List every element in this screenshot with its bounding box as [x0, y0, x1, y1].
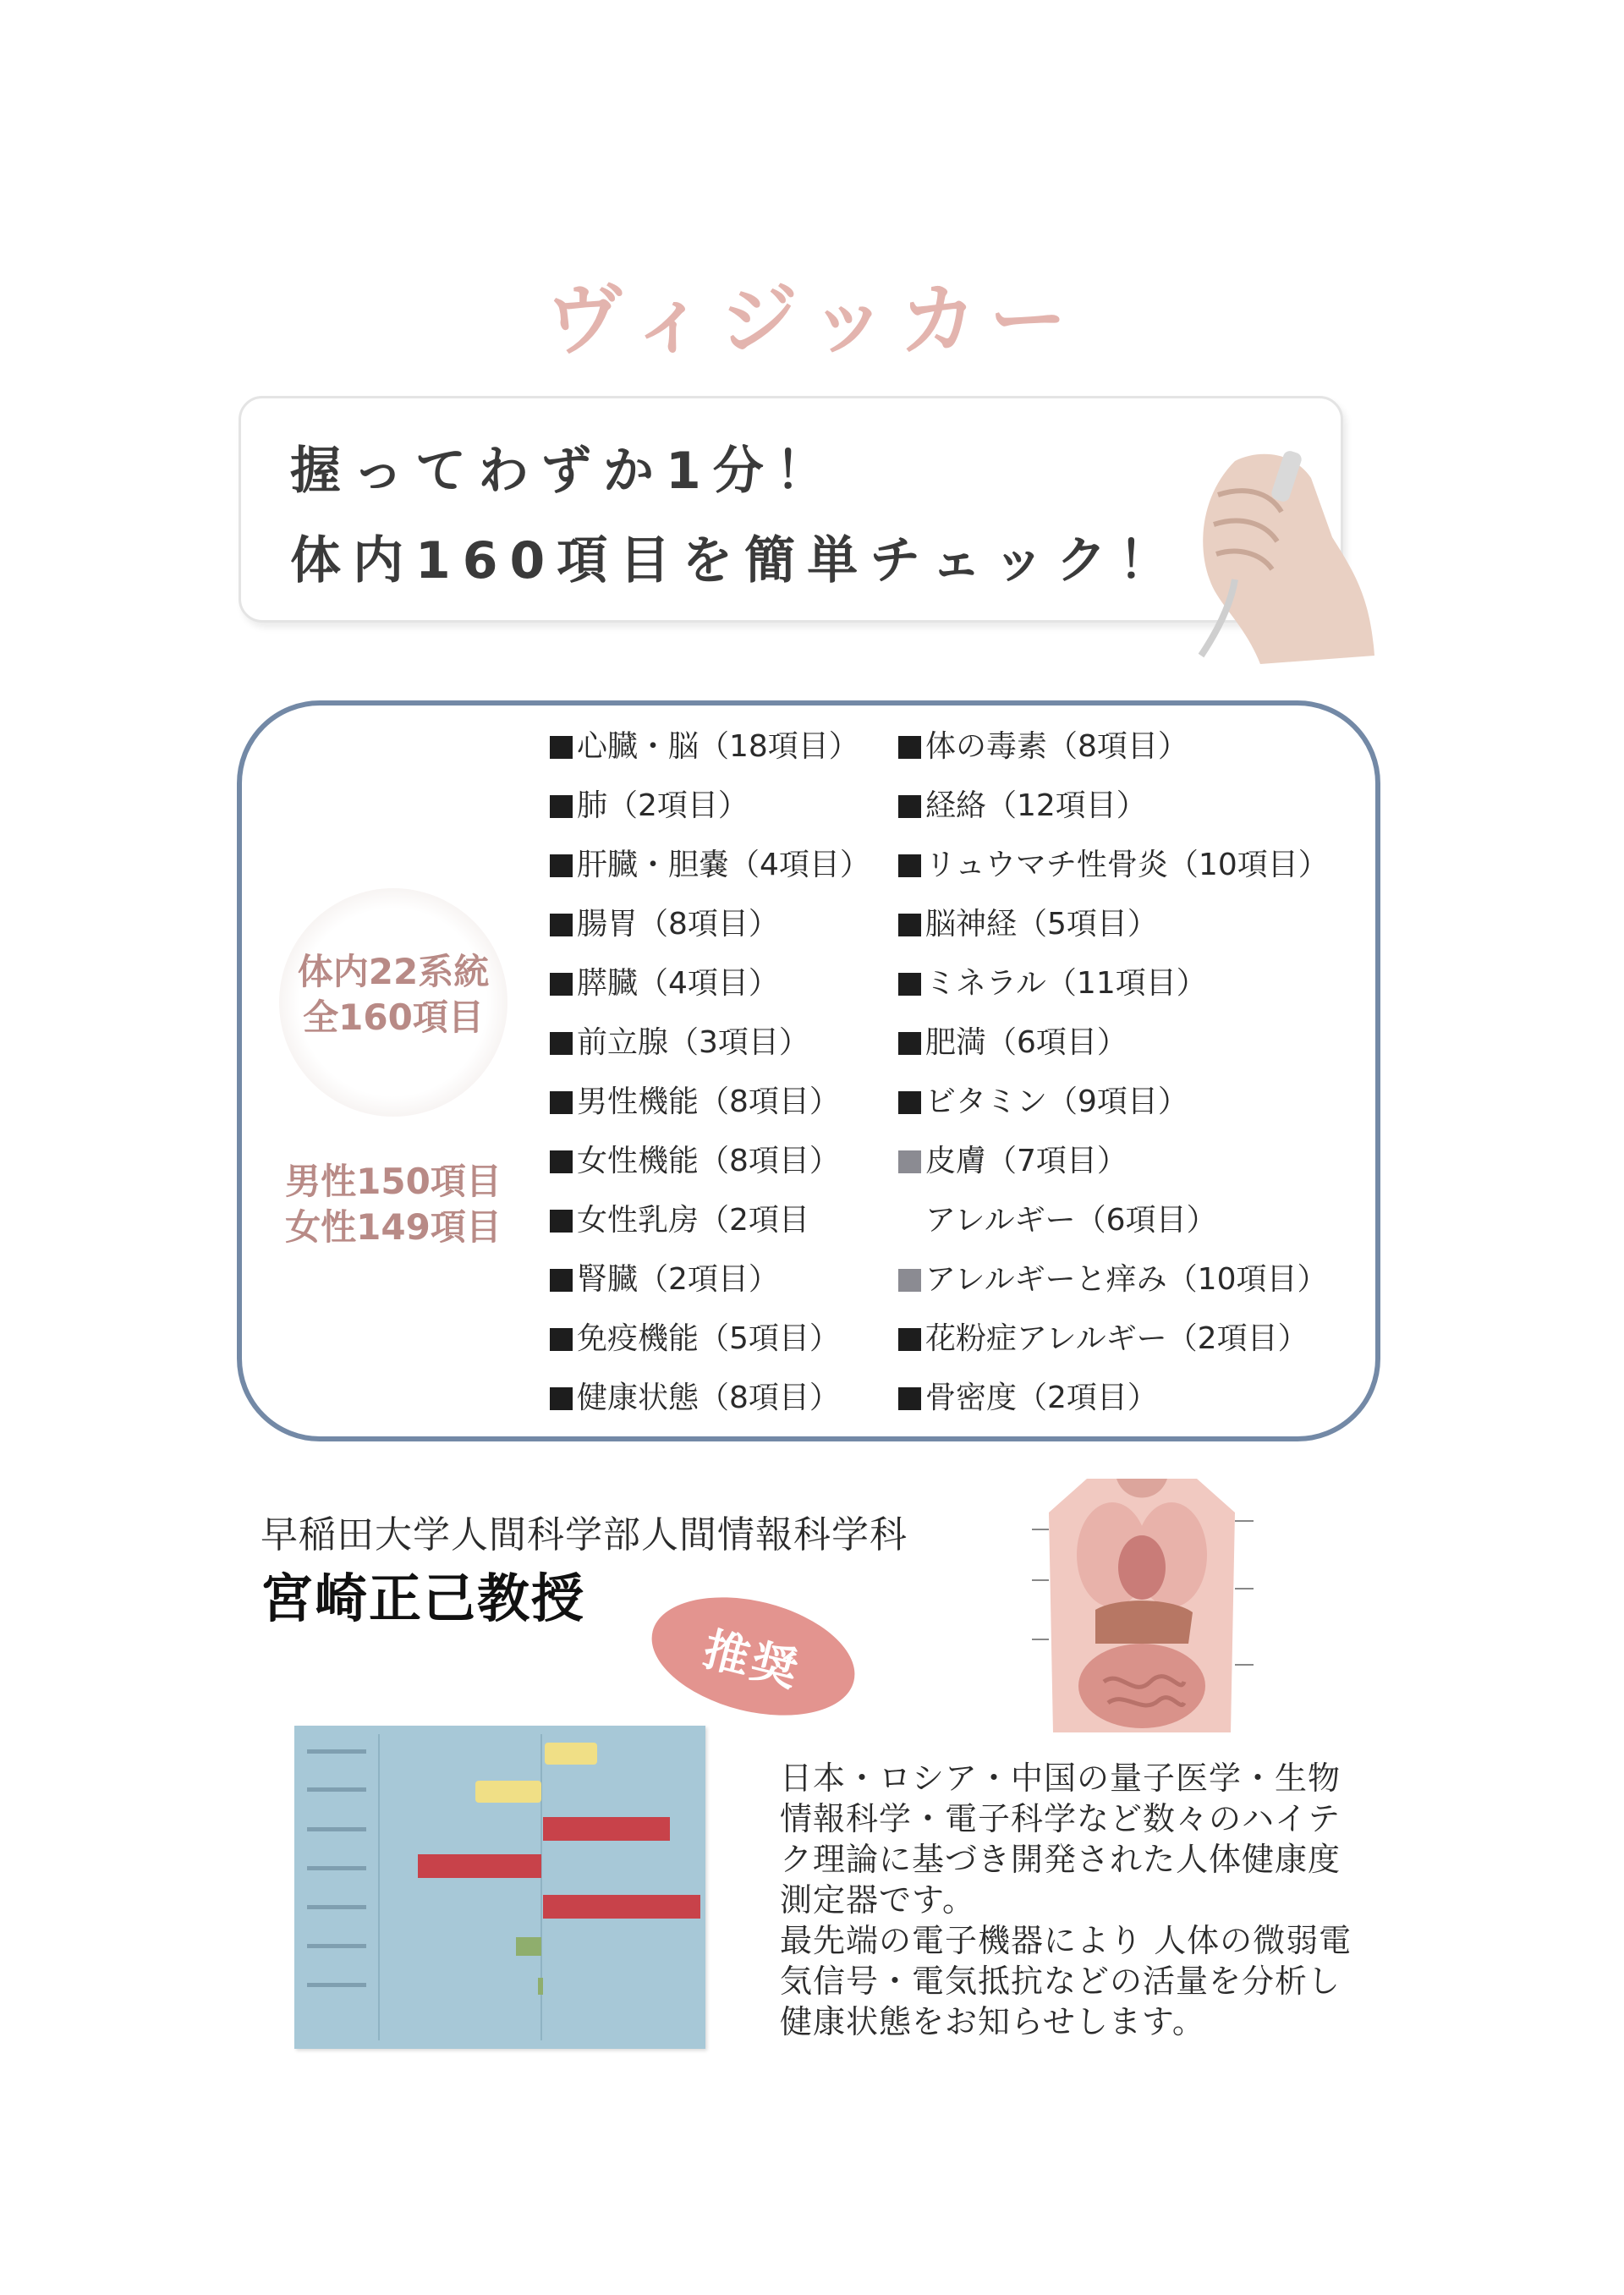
systems-line-1: 体内22系統: [297, 951, 490, 992]
list-item: 体の毒素（8項目）: [898, 726, 1188, 768]
female-count: 女性149項目: [285, 1206, 502, 1248]
list-item: 肥満（6項目）: [898, 1022, 1127, 1064]
description-line: 測定器です。: [780, 1881, 975, 1919]
headline-line-2: 体内160項目を簡単チェック！: [290, 531, 1182, 590]
list-item: ミネラル（11項目）: [898, 963, 1207, 1005]
description-line: 情報科学・電子科学など数々のハイテ: [780, 1800, 1341, 1837]
bullet-square-icon: [550, 736, 573, 759]
list-item: 膵臓（4項目）: [550, 963, 779, 1005]
bullet-square-icon: [898, 795, 921, 818]
headline-box: [239, 396, 1343, 623]
bullet-square-icon: [898, 1269, 921, 1292]
anatomy-illustration: [1023, 1462, 1260, 1741]
bullet-square-icon: [898, 736, 921, 759]
list-item: 経絡（12項目）: [898, 785, 1147, 827]
bullet-square-icon: [550, 1210, 573, 1233]
description-line: ク理論に基づき開発された人体健康度: [780, 1841, 1341, 1878]
bullet-square-icon: [898, 1150, 921, 1173]
list-item: 花粉症アレルギー（2項目）: [898, 1318, 1309, 1360]
bullet-square-icon: [550, 973, 573, 996]
bullet-square-icon: [898, 1387, 921, 1410]
bullet-square-icon: [898, 914, 921, 936]
systems-label: [271, 949, 516, 1040]
list-item: 健康状態（8項目）: [550, 1377, 840, 1419]
list-item: アレルギー（6項目）: [898, 1200, 1217, 1242]
hand-device-image: [1184, 444, 1379, 668]
bullet-square-icon: [550, 1150, 573, 1173]
gender-counts: [271, 1159, 516, 1250]
list-item: 肝臓・胆嚢（4項目）: [550, 844, 870, 887]
list-item: 皮膚（7項目）: [898, 1140, 1127, 1183]
headline-line-1: 握ってわずか1分！: [290, 442, 838, 501]
bullet-square-icon: [550, 795, 573, 818]
page-title: ヴィジッカー: [545, 275, 1079, 365]
bullet-square-icon: [550, 1032, 573, 1055]
result-chart-image: [294, 1726, 705, 2049]
bullet-square-icon: [898, 1032, 921, 1055]
list-item: 免疫機能（5項目）: [550, 1318, 840, 1360]
list-item: 腎臓（2項目）: [550, 1259, 779, 1301]
bullet-square-icon: [550, 1328, 573, 1351]
description-line: 気信号・電気抵抗などの活量を分析し: [780, 1963, 1341, 2000]
list-item: 腸胃（8項目）: [550, 903, 779, 946]
description-line: 最先端の電子機器により 人体の微弱電: [780, 1922, 1352, 1959]
list-item: 女性乳房（2項目: [550, 1200, 809, 1242]
bullet-square-icon: [550, 1269, 573, 1292]
list-item: ビタミン（9項目）: [898, 1081, 1188, 1123]
recommend-badge: [639, 1578, 867, 1734]
list-item: 前立腺（3項目）: [550, 1022, 809, 1064]
list-item: 心臓・脳（18項目）: [550, 726, 859, 768]
product-description: [780, 1758, 1372, 2042]
list-item: 女性機能（8項目）: [550, 1140, 840, 1183]
male-count: 男性150項目: [285, 1161, 502, 1202]
list-item: アレルギーと痒み（10項目）: [898, 1259, 1327, 1301]
description-line: 日本・ロシア・中国の量子医学・生物: [780, 1760, 1341, 1797]
bullet-square-icon: [898, 1091, 921, 1114]
bullet-square-icon: [550, 914, 573, 936]
list-item: 脳神経（5項目）: [898, 903, 1158, 946]
bullet-square-icon: [898, 1328, 921, 1351]
bullet-square-icon: [898, 1210, 921, 1233]
bullet-square-icon: [898, 854, 921, 877]
recommend-label: 推奨: [698, 1622, 807, 1698]
list-item: 男性機能（8項目）: [550, 1081, 840, 1123]
professor-name: 宮崎正己教授: [261, 1568, 586, 1629]
description-line: 健康状態をお知らせします。: [780, 2003, 1205, 2040]
systems-line-2: 全160項目: [303, 997, 484, 1038]
university-name: 早稲田大学人間科学部人間情報科学科: [261, 1513, 908, 1557]
list-item: リュウマチ性骨炎（10項目）: [898, 844, 1329, 887]
bullet-square-icon: [898, 973, 921, 996]
bullet-square-icon: [550, 1091, 573, 1114]
bullet-square-icon: [550, 854, 573, 877]
list-item: 骨密度（2項目）: [898, 1377, 1158, 1419]
list-item: 肺（2項目）: [550, 785, 749, 827]
bullet-square-icon: [550, 1387, 573, 1410]
